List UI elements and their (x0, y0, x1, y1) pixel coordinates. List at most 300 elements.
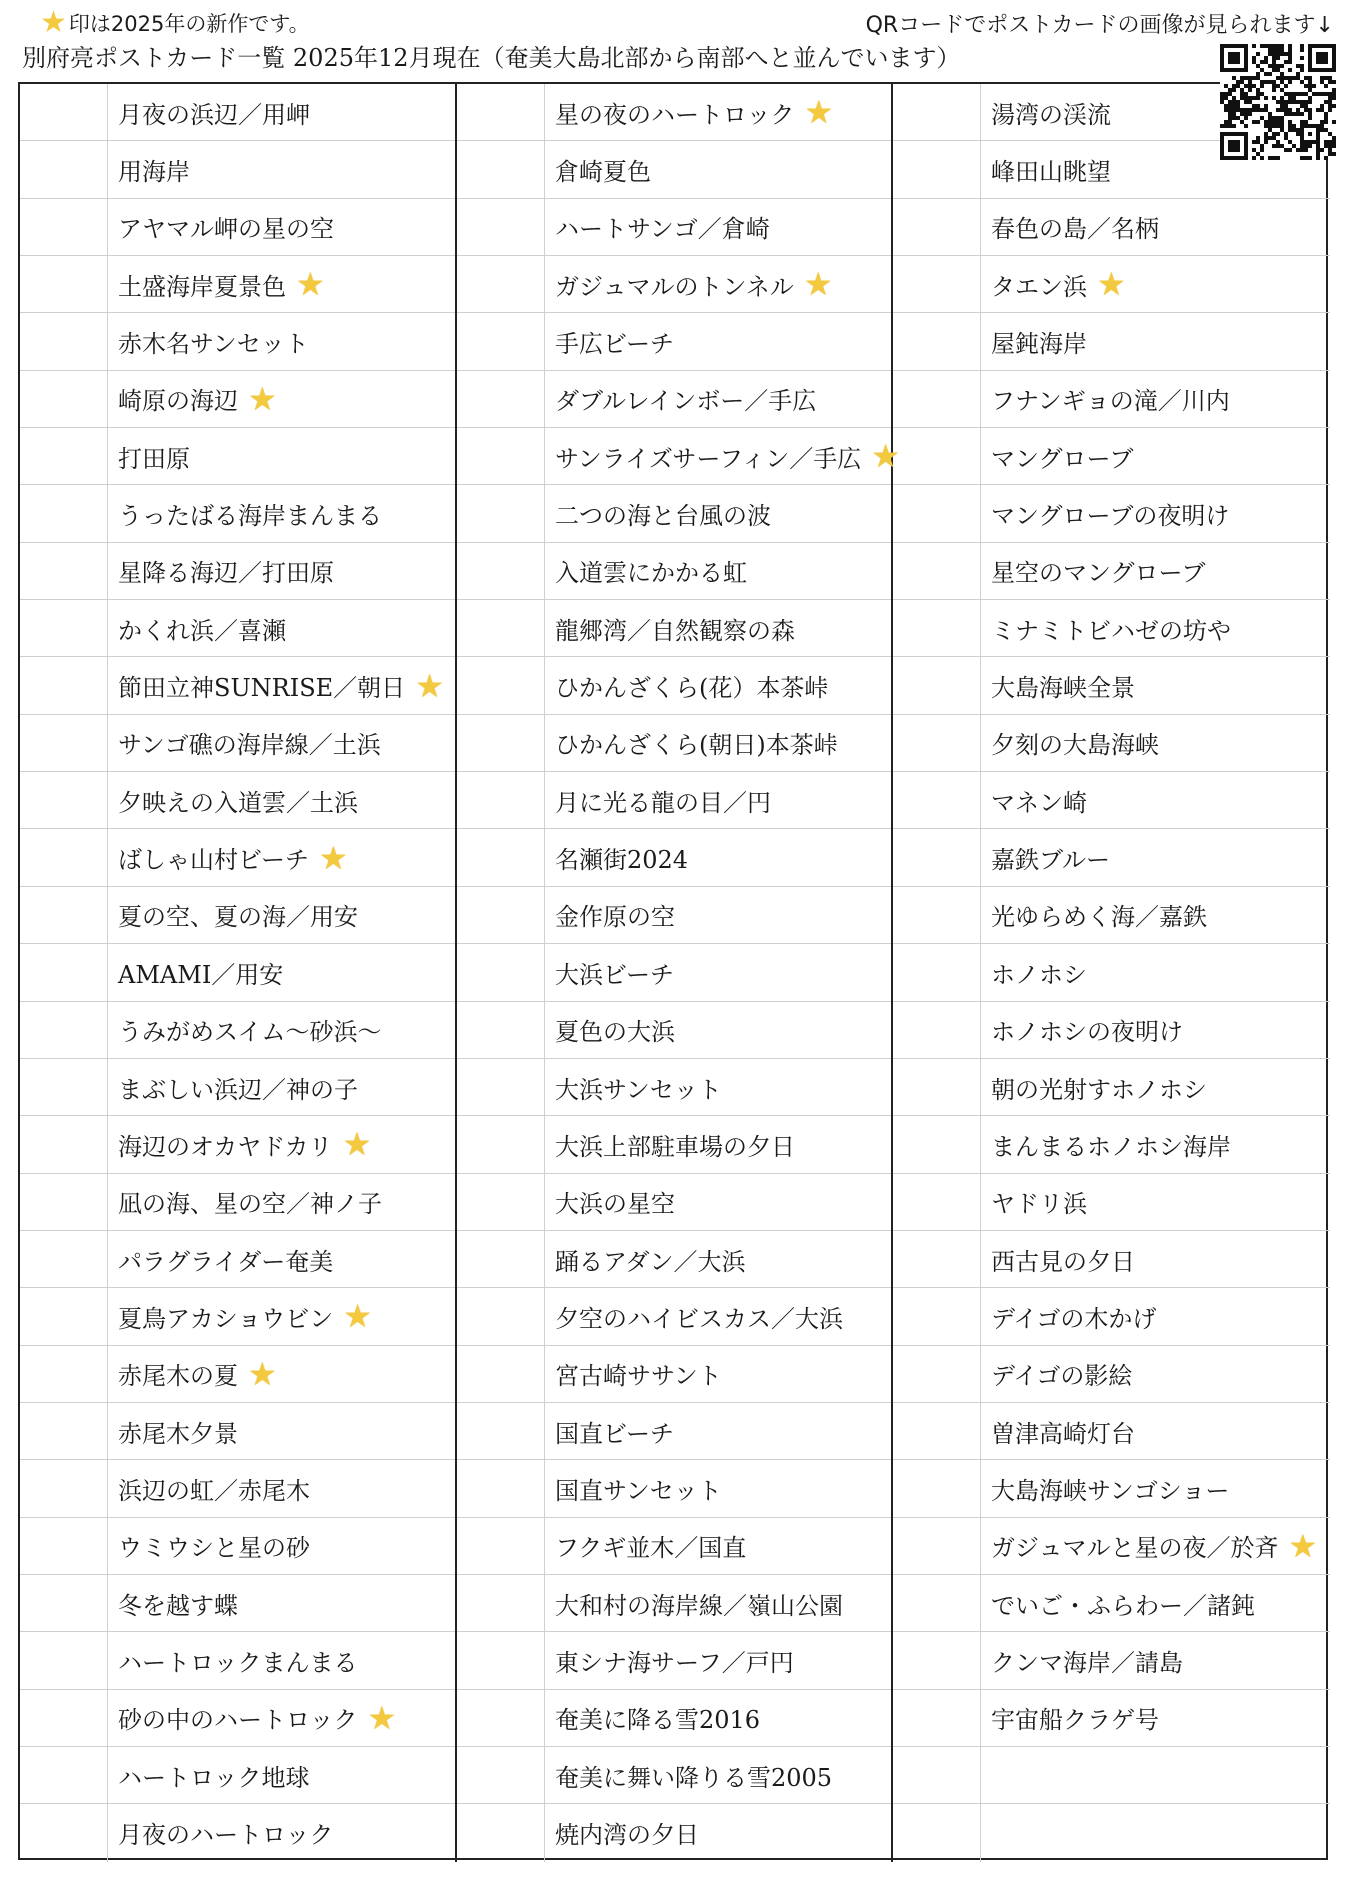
postcard-title-cell (108, 371, 455, 427)
row-gutter (893, 1632, 981, 1688)
postcard-title-cell (108, 1460, 455, 1516)
table-row (893, 1632, 1330, 1689)
table-row (893, 543, 1330, 600)
row-gutter (457, 1747, 545, 1803)
postcard-title-cell (545, 1403, 891, 1459)
postcard-title-cell (981, 1747, 1330, 1803)
table-row (893, 1002, 1330, 1059)
postcard-title: 夕空のハイビスカス／大浜 (555, 1304, 843, 1333)
postcard-title: 名瀬街2024 (555, 846, 689, 875)
table-row (457, 1231, 891, 1288)
postcard-title: 入道雲にかかる虹 (555, 559, 747, 588)
row-gutter (457, 543, 545, 599)
row-gutter (457, 1174, 545, 1230)
row-gutter (20, 1690, 108, 1746)
postcard-title: 曽津高崎灯台 (991, 1419, 1135, 1448)
postcard-title: ひかんざくら(花）本茶峠 (555, 674, 829, 703)
postcard-title: ミナミトビハゼの坊や (991, 616, 1231, 645)
new-star-icon: ★ (319, 838, 348, 877)
table-row (893, 1690, 1330, 1747)
row-gutter (893, 715, 981, 771)
postcard-title-cell (545, 600, 891, 656)
postcard-title-cell (108, 657, 455, 713)
postcard-title: まぶしい浜辺／神の子 (118, 1075, 358, 1104)
row-gutter (893, 1575, 981, 1631)
row-gutter (20, 313, 108, 369)
postcard-title-cell (108, 1575, 455, 1631)
table-row (457, 199, 891, 256)
row-gutter (20, 887, 108, 943)
row-gutter (20, 1747, 108, 1803)
postcard-title: 宮古崎ササント (555, 1362, 722, 1391)
row-gutter (20, 600, 108, 656)
postcard-title: 大浜サンセット (555, 1075, 722, 1104)
postcard-title-cell (981, 1346, 1330, 1402)
row-gutter (893, 1116, 981, 1172)
postcard-title: 夏色の大浜 (555, 1018, 675, 1047)
row-gutter (457, 1403, 545, 1459)
postcard-title: ひかんざくら(朝日)本茶峠 (555, 731, 838, 760)
postcard-title-cell (981, 543, 1330, 599)
table-row (893, 1804, 1330, 1861)
row-gutter (893, 1002, 981, 1058)
new-star-icon: ★ (1097, 265, 1126, 304)
postcard-title-cell (108, 1804, 455, 1861)
row-gutter (20, 256, 108, 312)
postcard-title-cell (981, 1575, 1330, 1631)
postcard-title-cell (545, 1002, 891, 1058)
row-gutter (457, 887, 545, 943)
row-gutter (20, 485, 108, 541)
new-star-icon: ★ (343, 1297, 372, 1336)
postcard-title: 東シナ海サーフ／戸円 (555, 1648, 794, 1677)
postcard-title: ハートロック地球 (118, 1763, 310, 1792)
postcard-title-cell (545, 657, 891, 713)
table-row (893, 772, 1330, 829)
postcard-title-cell (108, 1288, 455, 1344)
row-gutter (893, 1690, 981, 1746)
table-row (20, 1059, 455, 1116)
table-row (893, 1288, 1330, 1345)
row-gutter (457, 1575, 545, 1631)
postcard-title-cell (108, 543, 455, 599)
row-gutter (20, 1518, 108, 1574)
postcard-title: デイゴの影絵 (991, 1362, 1133, 1391)
table-row (457, 1174, 891, 1231)
postcard-title-cell (981, 887, 1330, 943)
table-row (893, 1403, 1330, 1460)
row-gutter (457, 772, 545, 828)
postcard-title-cell (108, 944, 455, 1000)
table-row (457, 313, 891, 370)
postcard-title-cell (108, 485, 455, 541)
row-gutter (20, 543, 108, 599)
postcard-title: 手広ビーチ (555, 330, 675, 359)
postcard-title: でいご・ふらわー／諸鈍 (991, 1591, 1255, 1620)
row-gutter (457, 1116, 545, 1172)
table-row (20, 428, 455, 485)
row-gutter (20, 715, 108, 771)
row-gutter (457, 715, 545, 771)
postcard-title: 光ゆらめく海／嘉鉄 (991, 903, 1207, 932)
postcard-title: 屋鈍海岸 (991, 330, 1087, 359)
row-gutter (20, 1288, 108, 1344)
table-row (457, 1690, 891, 1747)
column-south (893, 84, 1330, 1862)
table-row (20, 1116, 455, 1173)
table-row (457, 1346, 891, 1403)
postcard-title: 大島海峡全景 (991, 674, 1135, 703)
postcard-title: ハートロックまんまる (118, 1648, 358, 1677)
postcard-title-cell (108, 1403, 455, 1459)
table-row (20, 1747, 455, 1804)
postcard-title: 月に光る龍の目／円 (555, 788, 771, 817)
postcard-title: 節田立神SUNRISE／朝日 (118, 674, 406, 703)
postcard-title-cell (545, 1518, 891, 1574)
postcard-title: タエン浜 (991, 272, 1087, 301)
new-star-icon: ★ (367, 1698, 397, 1737)
postcard-title: 赤木名サンセット (118, 330, 309, 359)
table-row (20, 1804, 455, 1861)
postcard-title-cell (545, 1632, 891, 1688)
row-gutter (893, 543, 981, 599)
row-gutter (457, 1059, 545, 1115)
table-row (457, 1518, 891, 1575)
table-row (457, 1747, 891, 1804)
postcard-title: 国直サンセット (555, 1476, 722, 1505)
table-row (20, 199, 455, 256)
table-row (457, 1116, 891, 1173)
postcard-title: 星の夜のハートロック (555, 100, 795, 129)
postcard-title-cell (545, 1174, 891, 1230)
postcard-title: 崎原の海辺 (118, 387, 238, 416)
postcard-title-cell (981, 485, 1330, 541)
postcard-title-cell (108, 1747, 455, 1803)
row-gutter (893, 1174, 981, 1230)
postcard-title-cell (545, 428, 900, 484)
qr-code-graphic (1220, 44, 1336, 160)
postcard-title-cell (981, 657, 1330, 713)
table-row (893, 1747, 1330, 1804)
postcard-title: 二つの海と台風の波 (555, 502, 771, 531)
legend (40, 5, 310, 40)
table-row (457, 1059, 891, 1116)
postcard-title-cell (545, 1747, 891, 1803)
postcard-title: 朝の光射すホノホシ (991, 1075, 1207, 1104)
table-row (457, 428, 900, 485)
postcard-title-cell (108, 84, 455, 140)
row-gutter (20, 371, 108, 427)
qr-note: QRコードでポストカードの画像が見られます↓ (865, 13, 1334, 38)
row-gutter (893, 141, 981, 197)
row-gutter (893, 428, 981, 484)
postcard-title: フクギ並木／国直 (555, 1534, 747, 1563)
postcard-title-cell (981, 1460, 1330, 1516)
postcard-title-cell (545, 1460, 891, 1516)
new-star-icon: ★ (1288, 1526, 1318, 1565)
postcard-title-cell (108, 1002, 455, 1058)
new-star-icon: ★ (248, 1354, 277, 1393)
postcard-title: うみがめスイム〜砂浜〜 (118, 1018, 382, 1047)
table-row (457, 485, 891, 542)
postcard-title-cell (108, 1690, 455, 1746)
row-gutter (20, 944, 108, 1000)
postcard-title: うったばる海岸まんまる (118, 502, 382, 531)
postcard-title: ホノホシ (991, 960, 1087, 989)
postcard-title-cell (545, 1804, 891, 1861)
postcard-title-cell (981, 1804, 1330, 1861)
postcard-title-cell (545, 313, 891, 369)
table-row (20, 371, 455, 428)
table-row (20, 715, 455, 772)
postcard-title-cell (108, 887, 455, 943)
row-gutter (457, 600, 545, 656)
row-gutter (457, 1288, 545, 1344)
postcard-title: 奄美に降る雪2016 (555, 1706, 761, 1735)
table-row (893, 313, 1330, 370)
postcard-title: 赤尾木の夏 (118, 1362, 238, 1391)
table-row (893, 371, 1330, 428)
table-row (457, 1632, 891, 1689)
table-row (457, 944, 891, 1001)
postcard-title-cell (108, 1174, 455, 1230)
row-gutter (457, 141, 545, 197)
table-row (893, 600, 1330, 657)
postcard-title: ハートサンゴ／倉崎 (555, 215, 770, 244)
postcard-title-cell (545, 141, 891, 197)
postcard-title-cell (545, 944, 891, 1000)
row-gutter (893, 600, 981, 656)
table-row (893, 1460, 1330, 1517)
postcard-title-cell (545, 1575, 891, 1631)
new-star-icon: ★ (342, 1125, 372, 1164)
postcard-title: 凪の海、星の空／神ノ子 (118, 1190, 382, 1219)
row-gutter (457, 1002, 545, 1058)
row-gutter (457, 1690, 545, 1746)
postcard-title-cell (981, 1288, 1330, 1344)
table-row (893, 428, 1330, 485)
postcard-title-cell (981, 1059, 1330, 1115)
row-gutter (20, 1174, 108, 1230)
postcard-title-cell (108, 199, 455, 255)
table-row (893, 1174, 1330, 1231)
table-row (20, 313, 455, 370)
postcard-title: 海辺のオカヤドカリ (118, 1132, 333, 1161)
row-gutter (893, 944, 981, 1000)
postcard-title-cell (981, 1518, 1330, 1574)
qr-code-icon[interactable] (1220, 44, 1336, 160)
row-gutter (20, 1804, 108, 1861)
postcard-title: 焼内湾の夕日 (555, 1821, 699, 1850)
column-central (457, 84, 900, 1862)
new-star-icon: ★ (415, 666, 444, 705)
table-row (457, 1575, 891, 1632)
postcard-title: ガジュマルのトンネル (555, 272, 794, 301)
postcard-title: 浜辺の虹／赤尾木 (118, 1476, 310, 1505)
new-star-icon: ★ (804, 93, 834, 132)
postcard-title-cell (981, 256, 1330, 312)
postcard-title: 大浜上部駐車場の夕日 (555, 1132, 795, 1161)
row-gutter (457, 84, 545, 140)
postcard-title-cell (545, 772, 891, 828)
row-gutter (20, 772, 108, 828)
row-gutter (20, 428, 108, 484)
postcard-title: 冬を越す蝶 (118, 1591, 238, 1620)
postcard-title: 星降る海辺／打田原 (118, 559, 334, 588)
row-gutter (893, 657, 981, 713)
postcard-title: 土盛海岸夏景色 (118, 272, 286, 301)
new-star-icon: ★ (803, 265, 833, 304)
postcard-title-cell (545, 1288, 891, 1344)
row-gutter (20, 199, 108, 255)
row-gutter (457, 1346, 545, 1402)
postcard-title: ばしゃ山村ビーチ (118, 846, 310, 875)
table-row (20, 887, 455, 944)
postcard-title-cell (981, 772, 1330, 828)
postcard-title: ダブルレインボー／手広 (555, 387, 817, 416)
postcard-title-cell (108, 1346, 455, 1402)
table-row (20, 1632, 455, 1689)
table-row (893, 1346, 1330, 1403)
row-gutter (457, 313, 545, 369)
postcard-title: 峰田山眺望 (991, 158, 1111, 187)
column-north (20, 84, 457, 1862)
table-row (893, 1059, 1330, 1116)
table-row (20, 772, 455, 829)
table-row (457, 371, 891, 428)
new-star-icon: ★ (248, 379, 277, 418)
table-row (457, 141, 891, 198)
postcard-title: 星空のマングローブ (991, 559, 1206, 588)
table-row (893, 657, 1330, 714)
row-gutter (20, 1632, 108, 1688)
postcard-title-cell (981, 829, 1330, 885)
postcard-title-cell (108, 1059, 455, 1115)
table-row (20, 829, 455, 886)
postcard-title: デイゴの木かげ (991, 1304, 1157, 1333)
postcard-title-cell (545, 1231, 891, 1287)
table-row (457, 84, 891, 141)
table-row (893, 1518, 1330, 1575)
postcard-title-cell (545, 485, 891, 541)
postcard-title-cell (108, 256, 455, 312)
postcard-title-cell (981, 1116, 1330, 1172)
postcard-title: アヤマル岬の星の空 (118, 215, 334, 244)
postcard-title-cell (545, 371, 891, 427)
row-gutter (893, 84, 981, 140)
postcard-title-cell (981, 1002, 1330, 1058)
postcard-title: 大島海峡サンゴショー (991, 1476, 1230, 1505)
postcard-title: ウミウシと星の砂 (118, 1534, 310, 1563)
table-row (457, 657, 891, 714)
postcard-title-cell (981, 1231, 1330, 1287)
row-gutter (893, 256, 981, 312)
table-row (893, 199, 1330, 256)
table-row (20, 543, 455, 600)
table-row (20, 1460, 455, 1517)
postcard-title: 国直ビーチ (555, 1419, 675, 1448)
postcard-title-cell (545, 256, 891, 312)
table-row (457, 1403, 891, 1460)
table-row (457, 543, 891, 600)
table-row (893, 256, 1330, 313)
legend-text: 印は2025年の新作です。 (68, 12, 310, 36)
postcard-title: ヤドリ浜 (991, 1190, 1087, 1219)
postcard-title: 用海岸 (118, 158, 190, 187)
postcard-title: 龍郷湾／自然観察の森 (555, 616, 795, 645)
row-gutter (457, 657, 545, 713)
row-gutter (20, 1059, 108, 1115)
table-row (457, 1804, 891, 1861)
postcard-title-cell (981, 1690, 1330, 1746)
table-row (457, 256, 891, 313)
row-gutter (20, 829, 108, 885)
postcard-title-cell (108, 600, 455, 656)
table-row (893, 715, 1330, 772)
postcard-title: 金作原の空 (555, 903, 675, 932)
postcard-title-cell (981, 1403, 1330, 1459)
postcard-title-cell (545, 1059, 891, 1115)
postcard-title: 嘉鉄ブルー (991, 846, 1111, 875)
postcard-title: フナンギョの滝／川内 (991, 387, 1230, 416)
table-row (20, 84, 455, 141)
postcard-title-cell (981, 600, 1330, 656)
row-gutter (457, 944, 545, 1000)
table-row (20, 1174, 455, 1231)
postcard-title: クンマ海岸／請島 (991, 1648, 1183, 1677)
row-gutter (893, 199, 981, 255)
page-title: 別府亮ポストカード一覧 2025年12月現在（奄美大島北部から南部へと並んでいます） (22, 44, 961, 72)
table-row (20, 944, 455, 1001)
row-gutter (893, 829, 981, 885)
table-row (20, 1002, 455, 1059)
row-gutter (893, 371, 981, 427)
row-gutter (893, 1804, 981, 1861)
postcard-table (18, 82, 1328, 1860)
row-gutter (457, 371, 545, 427)
postcard-title: 夏鳥アカショウビン (118, 1304, 334, 1333)
row-gutter (893, 313, 981, 369)
postcard-title: 西古見の夕日 (991, 1247, 1135, 1276)
row-gutter (20, 141, 108, 197)
postcard-title-cell (981, 1174, 1330, 1230)
table-row (20, 1346, 455, 1403)
table-row (20, 256, 455, 313)
postcard-title: 砂の中のハートロック (118, 1706, 358, 1735)
row-gutter (20, 657, 108, 713)
postcard-title-cell (545, 543, 891, 599)
postcard-title-cell (545, 199, 891, 255)
table-row (20, 1231, 455, 1288)
postcard-title-cell (981, 313, 1330, 369)
postcard-title-cell (545, 887, 891, 943)
postcard-title-cell (981, 428, 1330, 484)
postcard-title-cell (108, 1116, 455, 1172)
row-gutter (457, 485, 545, 541)
row-gutter (457, 428, 545, 484)
postcard-title: 月夜のハートロック (118, 1821, 334, 1850)
row-gutter (20, 1231, 108, 1287)
row-gutter (20, 1346, 108, 1402)
row-gutter (457, 1231, 545, 1287)
postcard-title: マングローブ (991, 444, 1134, 473)
postcard-title-cell (108, 428, 455, 484)
postcard-title: サンライズサーフィン／手広 (555, 444, 862, 473)
table-row (20, 141, 455, 198)
row-gutter (457, 1632, 545, 1688)
table-row (20, 657, 455, 714)
table-row (457, 829, 891, 886)
